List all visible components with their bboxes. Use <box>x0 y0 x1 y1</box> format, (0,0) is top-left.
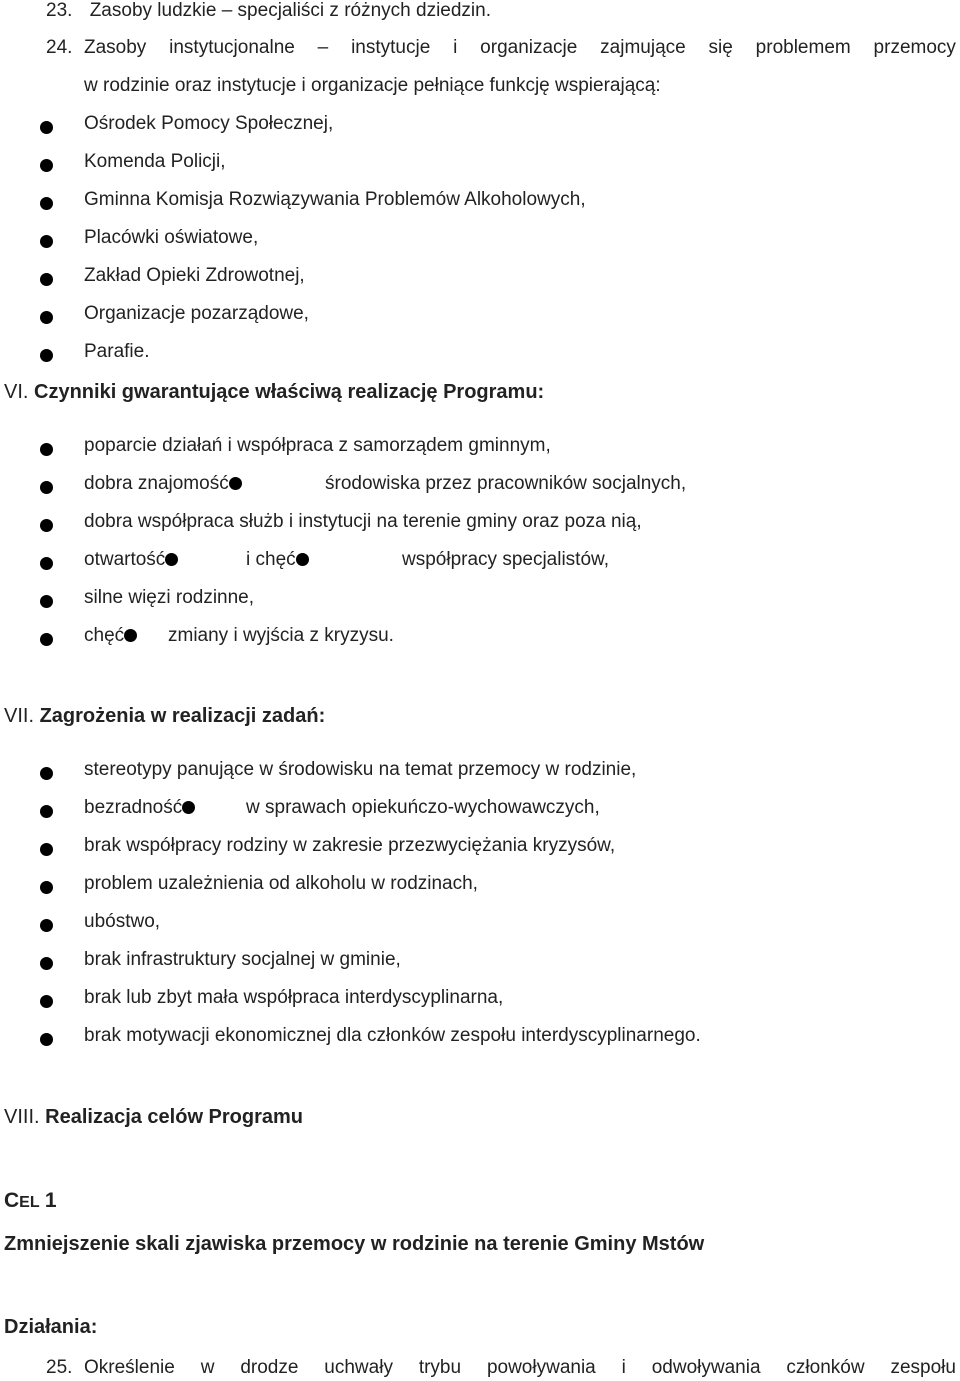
list-item-institution: Placówki oświatowe, <box>84 227 259 248</box>
list-item-institution: Ośrodek Pomocy Społecznej, <box>84 113 334 134</box>
bullet-icon <box>40 159 53 172</box>
list-item-threat: stereotypy panujące w środowisku na temat przemocy w rodzinie, <box>84 759 637 780</box>
text-fragment: zmiany i wyjścia z kryzysu. <box>168 625 394 646</box>
list-item-factor: dobra współpraca służb i instytucji na terenie gminy oraz poza nią, <box>84 511 642 532</box>
bullet-icon <box>40 557 53 570</box>
item-text: Zasoby ludzkie – specjaliści z różnych dziedzin. <box>89 0 491 21</box>
list-item-threat: problem uzależnienia od alkoholu w rodzinach, <box>84 873 478 894</box>
bullet-icon <box>40 1033 53 1046</box>
item-number-24: 24. <box>46 37 73 58</box>
section-title: Zagrożenia w realizacji zadań: <box>39 705 326 727</box>
bullet-icon <box>40 595 53 608</box>
goal-title: Zmniejszenie skali zjawiska przemocy w rodzinie na terenie Gminy Mstów <box>4 1233 705 1255</box>
item-number-25: 25. <box>46 1357 73 1378</box>
text-fragment: otwartość <box>84 549 166 570</box>
bullet-icon <box>40 349 53 362</box>
list-item-institution: Organizacje pozarządowe, <box>84 303 309 324</box>
goal-label-initial: C <box>4 1189 20 1212</box>
goal-label-number: 1 <box>44 1189 57 1212</box>
bullet-icon <box>40 443 53 456</box>
list-item-institution: Zakład Opieki Zdrowotnej, <box>84 265 305 286</box>
goal-label <box>4 1190 57 1214</box>
word: organizacje <box>480 37 578 58</box>
word: i <box>453 37 458 58</box>
bullet-icon <box>40 881 53 894</box>
bullet-icon <box>40 519 53 532</box>
list-item-23 <box>46 0 491 22</box>
bullet-icon <box>40 481 53 494</box>
list-item-institution: Komenda Policji, <box>84 151 226 172</box>
bullet-icon <box>40 919 53 932</box>
list-item-threat: ubóstwo, <box>84 911 161 932</box>
word: powoływania <box>486 1357 596 1378</box>
list-item-institution: Gminna Komisja Rozwiązywania Problemów Alkoholowych, <box>84 189 586 210</box>
section-title: Realizacja celów Programu <box>45 1106 304 1128</box>
word: w <box>200 1357 215 1378</box>
text-fragment: bezradność <box>84 797 183 818</box>
section-heading-6 <box>4 381 544 403</box>
list-item-factor <box>84 625 137 647</box>
text-fragment: chęć <box>84 625 125 646</box>
section-heading-8 <box>4 1106 303 1128</box>
bullet-icon <box>40 273 53 286</box>
list-item-factor: silne więzi rodzinne, <box>84 587 255 608</box>
section-numeral: VI. <box>4 381 29 403</box>
word: się <box>708 37 733 58</box>
text-fragment: współpracy specjalistów, <box>402 549 609 570</box>
word: uchwały <box>324 1357 393 1378</box>
word: Określenie <box>84 1357 175 1378</box>
word: trybu <box>418 1357 462 1378</box>
word: instytucje <box>351 37 431 58</box>
list-item-threat: brak motywacji ekonomicznej dla członków zespołu interdyscyplinarnego. <box>84 1025 701 1046</box>
word: problemem <box>755 37 851 58</box>
list-item-threat <box>84 797 195 819</box>
section-title: Czynniki gwarantujące właściwą realizację Programu: <box>34 381 545 403</box>
word: członków <box>786 1357 865 1378</box>
item-number: 23. <box>46 0 73 21</box>
bullet-glyph-icon <box>124 629 137 642</box>
goal-label-rest: EL <box>19 1194 40 1211</box>
item-24-line-1 <box>84 37 956 59</box>
text-fragment: środowiska przez pracowników socjalnych, <box>325 473 687 494</box>
section-heading-7 <box>4 705 325 727</box>
section-numeral: VII. <box>4 705 35 727</box>
list-item-institution: Parafie. <box>84 341 150 362</box>
word: odwoływania <box>651 1357 761 1378</box>
list-item-factor <box>84 473 242 495</box>
bullet-icon <box>40 121 53 134</box>
item-25-line-1 <box>84 1357 956 1379</box>
bullet-icon <box>40 843 53 856</box>
bullet-icon <box>40 767 53 780</box>
bullet-icon <box>40 311 53 324</box>
list-item-threat: brak infrastruktury socjalnej w gminie, <box>84 949 401 970</box>
word: zajmujące <box>600 37 686 58</box>
word: i <box>621 1357 626 1378</box>
bullet-icon <box>40 995 53 1008</box>
bullet-icon <box>40 805 53 818</box>
list-item-factor <box>84 549 178 571</box>
bullet-glyph-icon <box>165 553 178 566</box>
list-item-threat: brak lub zbyt mała współpraca interdyscyplinarna, <box>84 987 504 1008</box>
word: instytucjonalne <box>169 37 295 58</box>
word: Zasoby <box>84 37 147 58</box>
bullet-icon <box>40 235 53 248</box>
bullet-icon <box>40 197 53 210</box>
bullet-glyph-icon <box>229 477 242 490</box>
section-numeral: VIII. <box>4 1106 40 1128</box>
actions-heading: Działania: <box>4 1316 98 1338</box>
bullet-glyph-icon <box>296 553 309 566</box>
text-fragment: dobra znajomość <box>84 473 229 494</box>
bullet-icon <box>40 633 53 646</box>
word: drodze <box>240 1357 299 1378</box>
word: – <box>317 37 329 58</box>
bullet-icon <box>40 957 53 970</box>
bullet-glyph-icon <box>182 801 195 814</box>
text-fragment <box>246 549 309 571</box>
list-item-factor: poparcie działań i współpraca z samorządem gminnym, <box>84 435 551 456</box>
word: zespołu <box>890 1357 956 1378</box>
text-fragment: i chęć <box>246 549 296 570</box>
item-24-line-2: w rodzinie oraz instytucje i organizacje pełniące funkcję wspierającą: <box>84 75 661 96</box>
word: przemocy <box>873 37 956 58</box>
text-fragment: w sprawach opiekuńczo-wychowawczych, <box>246 797 600 818</box>
list-item-threat: brak współpracy rodziny w zakresie przezwyciężania kryzysów, <box>84 835 616 856</box>
